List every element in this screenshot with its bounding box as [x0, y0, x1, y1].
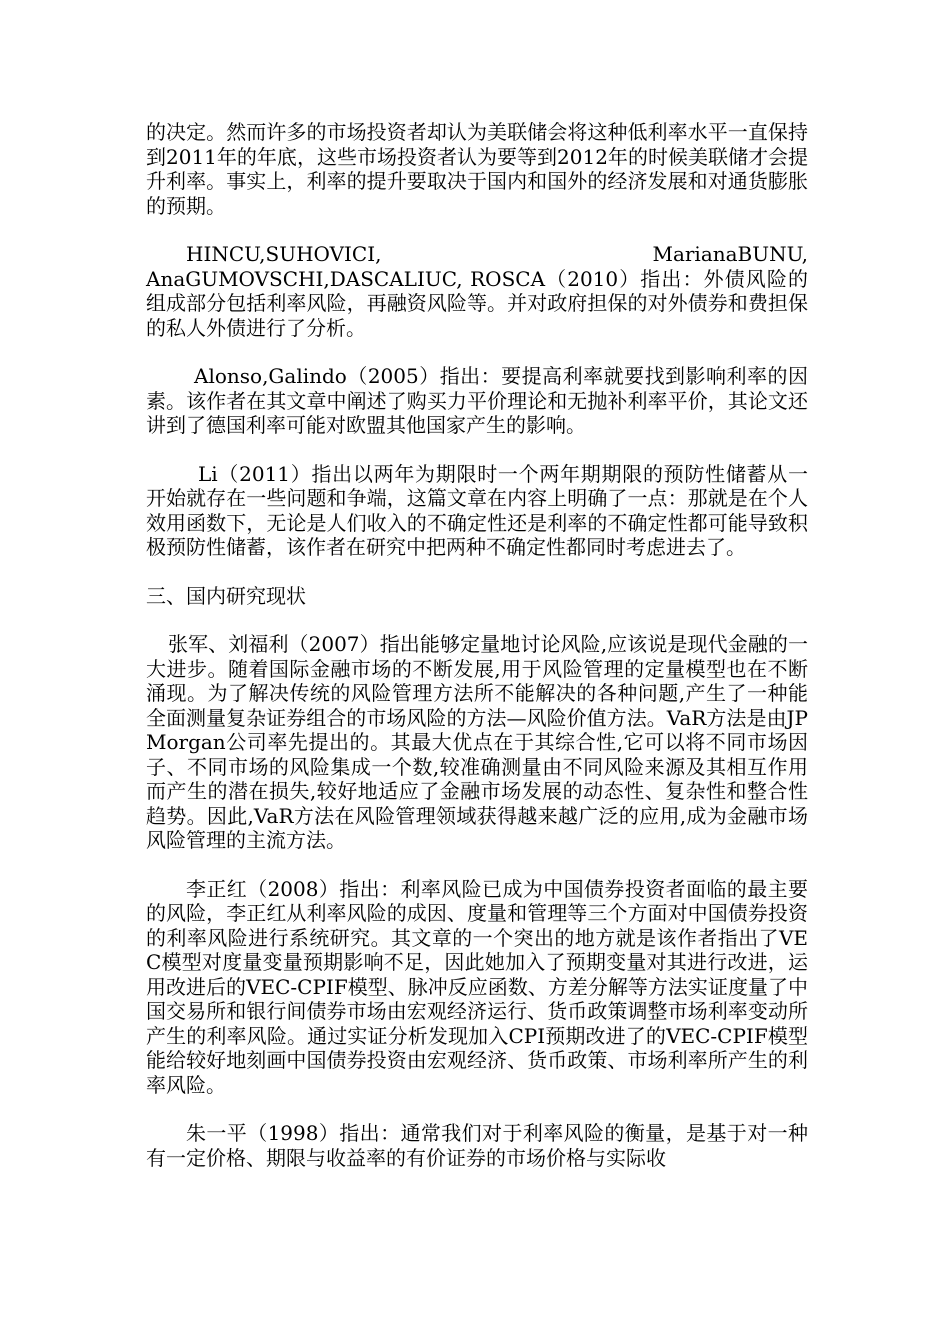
author-names-right: MarianaBUNU,: [652, 242, 808, 266]
paragraph-hincu-body: AnaGUMOVSCHI,DASCALIUC, ROSCA（2010）指出：外债风险的组成部分包括利率风险，再融资风险等。并对政府担保的对外债券和费担保的私人外债进行了分析。: [146, 266, 808, 340]
paragraph-hincu: [146, 242, 808, 340]
author-line: [146, 242, 808, 267]
paragraph-li-zhenghong: 李正红（2008）指出：利率风险已成为中国债券投资者面临的最主要的风险，李正红从利率风险的成因、度量和管理等三个方面对中国债券投资的利率风险进行系统研究。其文章的一个突出的地方就是该作者指出了VEC模型对度量变量预期影响不足，因此她加入了预期变量对其进行改进，运用改进后的VEC-CPIF模型、脉冲反应函数、方差分解等方法实证度量了中国交易所和银行间债券市场由宏观经济运行、货币政策调整市场利率变动所产生的利率风险。通过实证分析发现加入CPI预期改进了的VEC-CPIF模型能给较好地刻画中国债券投资由宏观经济、货币政策、市场利率所产生的利率风险。: [146, 876, 808, 1097]
section-heading: 三、国内研究现状: [146, 583, 306, 608]
paragraph-li: Li（2011）指出以两年为期限时一个两年期期限的预防性储蓄从一开始就存在一些问题和争端，这篇文章在内容上明确了一点：那就是在个人效用函数下，无论是人们收入的不确定性还是利率的不确定性都可能导致积极预防性储蓄，该作者在研究中把两种不确定性都同时考虑进去了。: [146, 461, 808, 559]
paragraph-alonso: Alonso,Galindo（2005）指出：要提高利率就要找到影响利率的因素。该作者在其文章中阐述了购买力平价理论和无抛补利率平价，其论文还讲到了德国利率可能对欧盟其他国家产生的影响。: [146, 364, 808, 437]
author-names-left: HINCU,SUHOVICI,: [186, 242, 382, 266]
paragraph-fed-rate: 的决定。然而许多的市场投资者却认为美联储会将这种低利率水平一直保持到2011年的年底，这些市场投资者认为要等到2012年的时候美联储才会提升利率。事实上，利率的提升要取决于国内和国外的经济发展和对通货膨胀的预期。: [146, 120, 808, 218]
paragraph-zhang: 张军、刘福利（2007）指出能够定量地讨论风险,应该说是现代金融的一大进步。随着国际金融市场的不断发展,用于风险管理的定量模型也在不断涌现。为了解决传统的风险管理方法所不能解决的各种问题,产生了一种能全面测量复杂证券组合的市场风险的方法—风险价值方法。VaR方法是由JP Morgan公司率先提出的。其最大优点在于其综合性,它可以将不同市场因子、不同市场的风险集成一个数,较准确测量由不同风险来源及其相互作用而产生的潜在损失,较好地适应了金融市场发展的动态性、复杂性和整合性趋势。因此,VaR方法在风险管理领域获得越来越广泛的应用,成为金融市场风险管理的主流方法。: [146, 632, 808, 852]
document-page: [146, 120, 808, 1194]
paragraph-zhu: 朱一平（1998）指出：通常我们对于利率风险的衡量，是基于对一种有一定价格、期限与收益率的有价证券的市场价格与实际收: [146, 1121, 808, 1170]
